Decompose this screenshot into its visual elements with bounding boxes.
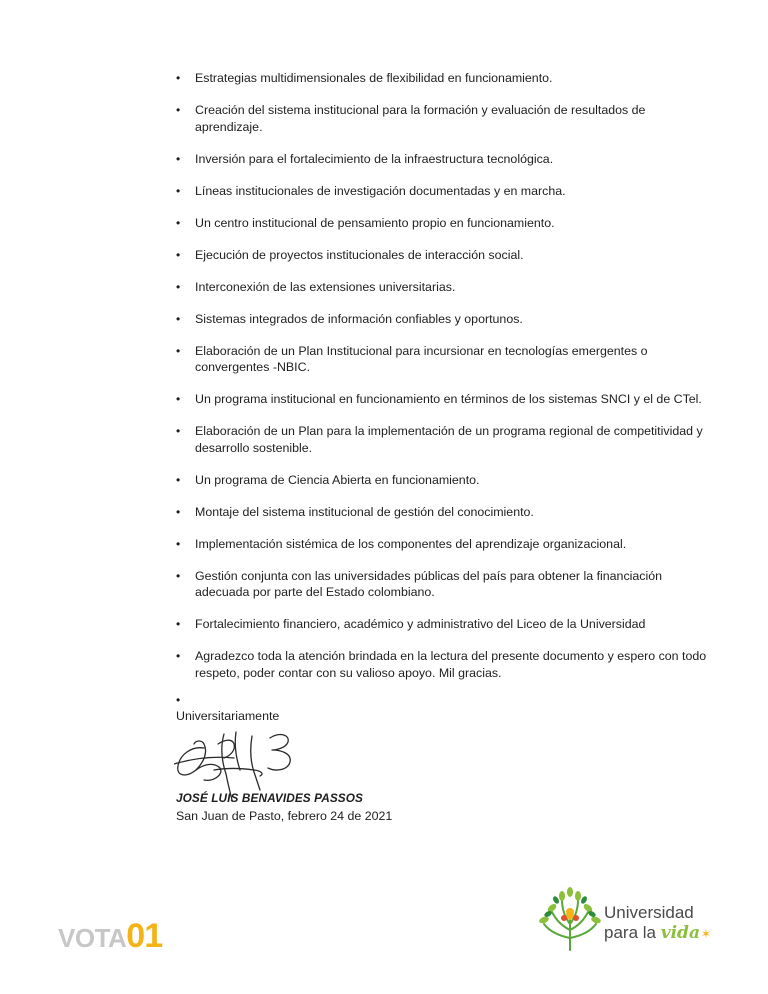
list-item-text: Estrategias multidimensionales de flexibilidad en funcionamiento. [195, 71, 553, 85]
vota-01-logo [58, 916, 162, 958]
bullet-icon: • [176, 215, 181, 230]
bullet-icon: • [176, 103, 181, 117]
bullet-list [176, 70, 716, 681]
list-item-text: Inversión para el fortalecimiento de la infraestructura tecnológica. [195, 151, 554, 166]
list-item [176, 279, 716, 296]
list-item [176, 151, 716, 168]
list-item-text: Fortalecimiento financiero, académico y administrativo del Liceo de la Universidad [195, 617, 646, 631]
bullet-icon: • [176, 311, 181, 326]
logo-vida-text: vida [660, 923, 700, 943]
bullet-icon: • [176, 472, 181, 487]
sun-spark-icon: ✶ [700, 927, 712, 941]
list-item [176, 568, 716, 601]
list-item [176, 536, 716, 553]
list-item-text: Elaboración de un Plan Institucional para incursionar en tecnologías emergentes o convergentes -NBIC. [195, 343, 648, 374]
list-item-text: Elaboración de un Plan para la implementación de un programa regional de competitividad y desarrollo sostenible. [195, 424, 703, 455]
list-item-text: Creación del sistema institucional para la formación y evaluación de resultados de aprendizaje. [195, 103, 646, 134]
signature-area [176, 724, 716, 794]
list-item-text: Montaje del sistema institucional de gestión del conocimiento. [195, 504, 534, 519]
logo-tagline [604, 923, 711, 943]
list-item [176, 472, 716, 489]
bullet-icon: • [176, 247, 181, 262]
empty-bullet-icon: • [176, 692, 181, 707]
vota-number: 01 [126, 917, 163, 955]
bullet-icon: • [176, 504, 181, 519]
bullet-icon: • [176, 536, 181, 551]
tree-logo-icon [538, 886, 602, 952]
universidad-para-la-vida-logo [538, 886, 718, 956]
list-item [176, 391, 716, 408]
bullet-icon: • [176, 392, 181, 406]
bullet-icon: • [176, 183, 181, 198]
bullet-icon: • [176, 71, 181, 85]
list-item [176, 215, 716, 232]
list-item [176, 343, 716, 376]
list-item-text: Líneas institucionales de investigación documentadas y en marcha. [195, 183, 566, 198]
bullet-icon: • [176, 279, 181, 294]
signatory-name: JOSÉ LUIS BENAVIDES PASSOS [176, 791, 364, 805]
bullet-icon: • [176, 617, 181, 631]
list-item [176, 70, 716, 87]
place-date: San Juan de Pasto, febrero 24 de 2021 [176, 808, 393, 823]
list-item-text: Un programa institucional en funcionamiento en términos de los sistemas SNCI y el de CTel. [195, 392, 702, 406]
logo-tagline-prefix: para la [604, 923, 656, 942]
list-item [176, 247, 716, 264]
document-body [176, 70, 716, 824]
list-item-text: Agradezco toda la atención brindada en la lectura del presente documento y espero con todo respeto, poder contar con su valioso apoyo. Mil gracias. [195, 649, 707, 680]
list-item-text: Un programa de Ciencia Abierta en funcionamiento. [195, 472, 480, 487]
list-item [176, 504, 716, 521]
bullet-icon: • [176, 424, 181, 438]
handwritten-signature [174, 728, 314, 808]
list-item-text: Un centro institucional de pensamiento propio en funcionamiento. [195, 215, 555, 230]
list-item [176, 616, 716, 633]
list-item [176, 311, 716, 328]
logo-universidad-text: Universidad [604, 903, 694, 922]
list-item [176, 183, 716, 200]
list-item [176, 423, 716, 456]
list-item-text: Implementación sistémica de los componentes del aprendizaje organizacional. [195, 536, 627, 551]
bullet-icon: • [176, 343, 181, 358]
list-item [176, 102, 716, 135]
list-item-text: Gestión conjunta con las universidades públicas del país para obtener la financiación adecuada por parte del Estado colombiano. [195, 568, 663, 599]
list-item-text: Interconexión de las extensiones universitarias. [195, 279, 456, 294]
list-item-text: Sistemas integrados de información confiables y oportunos. [195, 311, 523, 326]
bullet-icon: • [176, 649, 181, 663]
list-item [176, 648, 716, 681]
closing-text: Universitariamente [176, 708, 280, 723]
list-item-text: Ejecución de proyectos institucionales de interacción social. [195, 247, 524, 262]
bullet-icon: • [176, 151, 181, 166]
bullet-icon: • [176, 568, 181, 583]
vota-text: VOTA [58, 923, 127, 953]
